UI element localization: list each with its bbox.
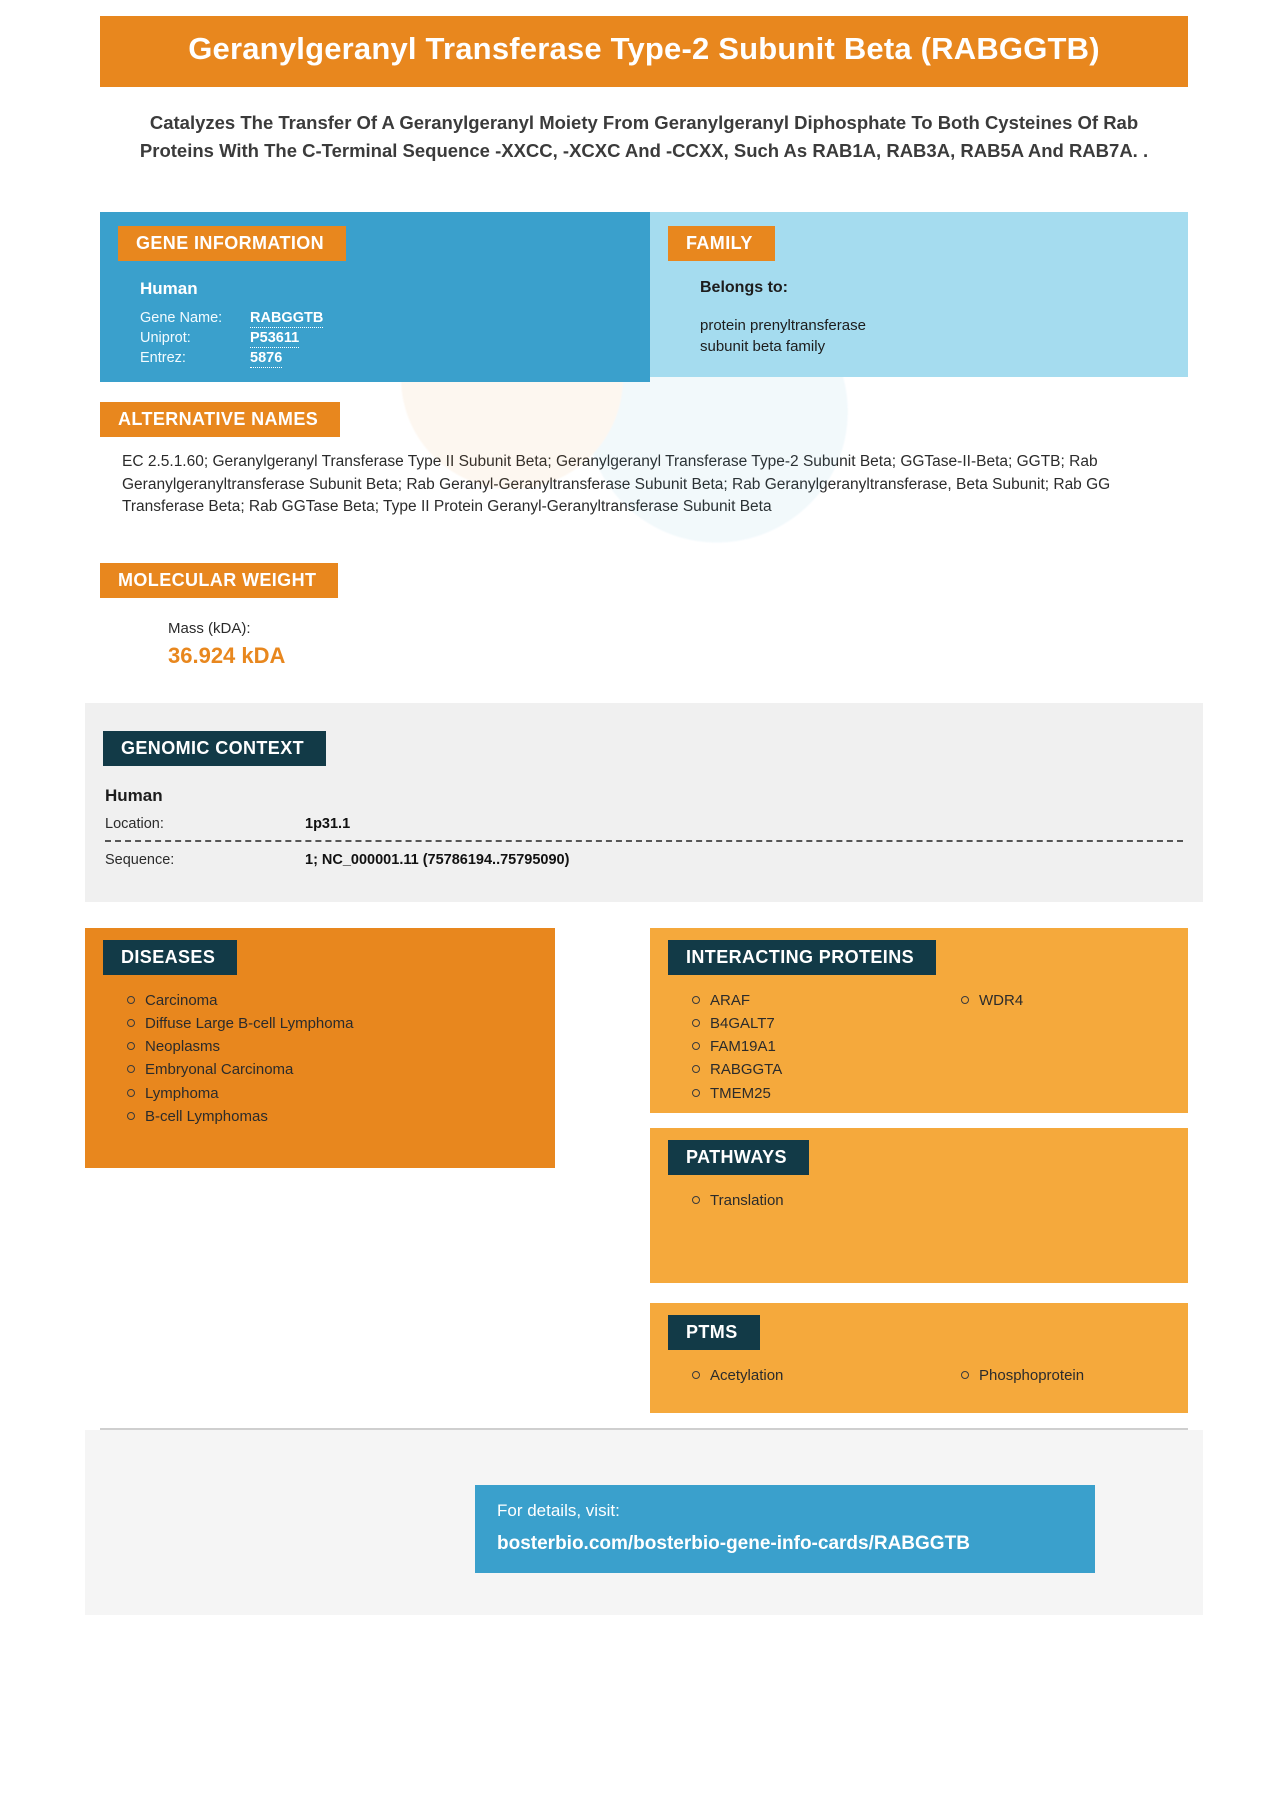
genomic-sequence-value: 1; NC_000001.11 (75786194..75795090)	[305, 851, 570, 868]
interacting-proteins-list-right	[919, 989, 1188, 1012]
genomic-sequence-label: Sequence:	[105, 851, 175, 868]
footer	[85, 1430, 1203, 1615]
genomic-location-label: Location:	[105, 815, 164, 832]
genomic-context-panel	[85, 703, 1203, 902]
list-item: Acetylation	[708, 1364, 919, 1387]
genomic-context-header-wrap	[85, 721, 1203, 766]
molecular-weight-header: MOLECULAR WEIGHT	[100, 563, 338, 598]
family-panel	[650, 212, 1188, 377]
genomic-sequence-row	[85, 842, 1203, 876]
list-item: TMEM25	[708, 1082, 919, 1105]
list-item: FAM19A1	[708, 1035, 919, 1058]
molecular-weight-value: 36.924 kDA	[168, 642, 286, 668]
list-item: Embryonal Carcinoma	[143, 1058, 555, 1081]
gene-information-panel	[100, 212, 650, 382]
list-item: WDR4	[977, 989, 1188, 1012]
entrez-label: Entrez:	[140, 350, 186, 367]
diseases-panel	[85, 928, 555, 1168]
gene-name-value: RABGGTB	[250, 310, 324, 327]
visit-url[interactable]: bosterbio.com/bosterbio-gene-info-cards/RABGGTB	[497, 1532, 970, 1554]
family-item: subunit beta family	[700, 338, 826, 356]
interacting-proteins-list-left	[650, 989, 919, 1105]
ptms-header-wrap	[650, 1303, 1188, 1350]
ptms-list-right	[919, 1364, 1188, 1387]
pathways-header: PATHWAYS	[668, 1140, 809, 1175]
diseases-header: DISEASES	[103, 940, 237, 975]
family-belongs-label: Belongs to:	[700, 279, 788, 297]
interacting-proteins-header-wrap	[650, 928, 1188, 975]
ptms-panel	[650, 1303, 1188, 1413]
interacting-proteins-header: INTERACTING PROTEINS	[668, 940, 936, 975]
interacting-proteins-columns	[650, 975, 1188, 1105]
alternative-names-text: EC 2.5.1.60; Geranylgeranyl Transferase Type II Subunit Beta; Geranylgeranyl Transferase Type-2 Subunit Beta; GGTase-II-Beta; GGTB; Rab Geranylgeranyltransferase Subunit Beta; Rab Geranyl-Geranyltransferase Subunit Beta; Rab Geranylgeranyltransferase, Beta Subunit; Rab GG Transferase Beta; Rab GGTase Beta; Type II Protein Geranyl-Geranyltransferase Subunit Beta	[122, 453, 1111, 516]
diseases-list	[85, 989, 555, 1129]
alternative-names-header-wrap	[100, 402, 1288, 437]
ptms-columns	[650, 1350, 1188, 1387]
entrez-row	[100, 349, 650, 369]
family-header: FAMILY	[668, 226, 775, 261]
list-item: ARAF	[708, 989, 919, 1012]
uniprot-value[interactable]: P53611	[250, 330, 300, 347]
entrez-value[interactable]: 5876	[250, 350, 283, 367]
gene-information-organism: Human	[140, 279, 198, 299]
list-item: Carcinoma	[143, 989, 555, 1012]
uniprot-row	[100, 329, 650, 349]
pathways-list	[650, 1189, 1188, 1212]
gene-family-row	[0, 212, 1288, 382]
list-item: B-cell Lymphomas	[143, 1105, 555, 1128]
diseases-header-wrap	[85, 928, 555, 975]
molecular-weight-label: Mass (kDA):	[168, 619, 251, 637]
family-item: protein prenyltransferase	[700, 317, 866, 335]
page-subtitle: Catalyzes The Transfer Of A Geranylgeranyl Moiety From Geranylgeranyl Diphosphate To Both Cysteines Of Rab Proteins With The C-Terminal Sequence -XXCC, -XCXC And -CCXX, Such As RAB1A, RAB3A, RAB5A And RAB7A. .	[139, 111, 1149, 161]
page-title: Geranylgeranyl Transferase Type-2 Subunit Beta (RABGGTB)	[188, 31, 1100, 66]
family-header-wrap	[650, 212, 1188, 261]
list-item: Translation	[708, 1189, 1188, 1212]
pathways-header-wrap	[650, 1128, 1188, 1175]
list-item: Diffuse Large B-cell Lymphoma	[143, 1012, 555, 1035]
visit-link-box[interactable]	[475, 1485, 1095, 1573]
genomic-context-organism: Human	[105, 785, 163, 805]
interacting-proteins-panel	[650, 928, 1188, 1113]
bottom-panels	[0, 928, 1288, 1418]
gene-name-label: Gene Name:	[140, 310, 223, 327]
gene-name-row	[100, 309, 650, 329]
list-item: B4GALT7	[708, 1012, 919, 1035]
ptms-list-left	[650, 1364, 919, 1387]
genomic-context-header: GENOMIC CONTEXT	[103, 731, 326, 766]
molecular-weight-header-wrap	[100, 563, 1288, 598]
ptms-header: PTMS	[668, 1315, 760, 1350]
list-item: Lymphoma	[143, 1082, 555, 1105]
genomic-location-row	[85, 806, 1203, 840]
pathways-panel	[650, 1128, 1188, 1283]
gene-information-header: GENE INFORMATION	[118, 226, 346, 261]
list-item: RABGGTA	[708, 1058, 919, 1081]
uniprot-label: Uniprot:	[140, 330, 191, 347]
list-item: Phosphoprotein	[977, 1364, 1188, 1387]
gene-information-header-wrap	[100, 212, 650, 261]
visit-label: For details, visit:	[497, 1500, 620, 1520]
genomic-location-value: 1p31.1	[305, 815, 351, 832]
alternative-names-header: ALTERNATIVE NAMES	[100, 402, 340, 437]
list-item: Neoplasms	[143, 1035, 555, 1058]
page-title-banner	[100, 16, 1188, 87]
